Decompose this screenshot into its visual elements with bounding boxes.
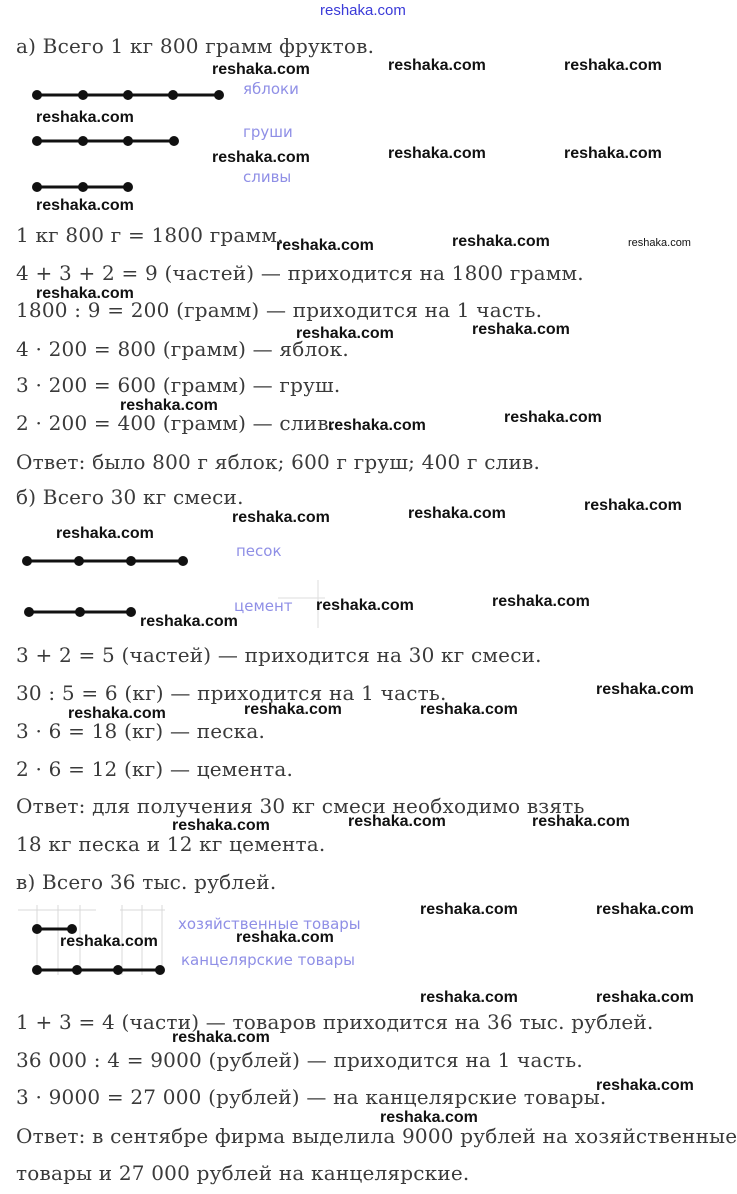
watermark: reshaka.com — [212, 149, 310, 166]
part-c-line-1: 1 + 3 = 4 (части) — товаров приходится на 36 тыс. рублей. — [16, 1010, 654, 1034]
watermark: reshaka.com — [120, 397, 218, 414]
watermark: reshaka.com — [408, 505, 506, 522]
part-c-title: в) Всего 36 тыс. рублей. — [16, 870, 277, 894]
watermark: reshaka.com — [296, 325, 394, 342]
watermark: reshaka.com — [628, 237, 691, 249]
watermark: reshaka.com — [212, 61, 310, 78]
label-plums: сливы — [243, 168, 292, 186]
watermark: reshaka.com — [420, 901, 518, 918]
watermark: reshaka.com — [504, 409, 602, 426]
watermark: reshaka.com — [328, 417, 426, 434]
part-a-line-4: 4 · 200 = 800 (грамм) — яблок. — [16, 337, 349, 361]
watermark: reshaka.com — [596, 989, 694, 1006]
watermark: reshaka.com — [388, 57, 486, 74]
watermark: reshaka.com — [596, 681, 694, 698]
part-a-line-3: 1800 : 9 = 200 (грамм) — приходится на 1 часть. — [16, 298, 543, 322]
watermark: reshaka.com — [532, 813, 630, 830]
part-b-title: б) Всего 30 кг смеси. — [16, 485, 244, 509]
watermark: reshaka.com — [316, 597, 414, 614]
watermark: reshaka.com — [596, 901, 694, 918]
watermark: reshaka.com — [232, 509, 330, 526]
label-apples: яблоки — [243, 80, 299, 98]
watermark: reshaka.com — [380, 1109, 478, 1126]
watermark: reshaka.com — [68, 705, 166, 722]
watermark: reshaka.com — [236, 929, 334, 946]
part-c-answer-1: Ответ: в сентябре фирма выделила 9000 рублей на хозяйственные — [16, 1124, 737, 1148]
label-cement: цемент — [234, 597, 293, 615]
part-a-line-1: 1 кг 800 г = 1800 грамм. — [16, 223, 284, 247]
label-stationery: канцелярские товары — [181, 951, 355, 969]
watermark: reshaka.com — [244, 701, 342, 718]
watermark: reshaka.com — [36, 285, 134, 302]
label-sand: песок — [236, 542, 282, 560]
watermark: reshaka.com — [492, 593, 590, 610]
watermark: reshaka.com — [420, 989, 518, 1006]
watermark: reshaka.com — [172, 1029, 270, 1046]
watermark: reshaka.com — [36, 109, 134, 126]
part-b-line-3: 3 · 6 = 18 (кг) — песка. — [16, 719, 266, 743]
watermark: reshaka.com — [452, 233, 550, 250]
watermark: reshaka.com — [172, 817, 270, 834]
watermark: reshaka.com — [564, 145, 662, 162]
part-a-line-5: 3 · 200 = 600 (грамм) — груш. — [16, 373, 341, 397]
watermark: reshaka.com — [564, 57, 662, 74]
watermark: reshaka.com — [36, 197, 134, 214]
watermark: reshaka.com — [276, 237, 374, 254]
part-b-line-4: 2 · 6 = 12 (кг) — цемента. — [16, 757, 294, 781]
watermark: reshaka.com — [140, 613, 238, 630]
part-b-line-2: 30 : 5 = 6 (кг) — приходится на 1 часть. — [16, 681, 447, 705]
label-household-goods: хозяйственные товары — [178, 915, 361, 933]
part-c-answer-2: товары и 27 000 рублей на канцелярские. — [16, 1161, 470, 1185]
watermark: reshaka.com — [596, 1077, 694, 1094]
watermark: reshaka.com — [388, 145, 486, 162]
part-c-line-3: 3 · 9000 = 27 000 (рублей) — на канцелярские товары. — [16, 1085, 607, 1109]
part-a-line-6: 2 · 200 = 400 (грамм) — слив. — [16, 411, 336, 435]
watermark: reshaka.com — [56, 525, 154, 542]
watermark: reshaka.com — [472, 321, 570, 338]
watermark: reshaka.com — [60, 933, 158, 950]
watermark: reshaka.com — [348, 813, 446, 830]
part-c-line-2: 36 000 : 4 = 9000 (рублей) — приходится на 1 часть. — [16, 1048, 583, 1072]
part-a-line-2: 4 + 3 + 2 = 9 (частей) — приходится на 1800 грамм. — [16, 261, 584, 285]
part-b-answer-1: Ответ: для получения 30 кг смеси необходимо взять — [16, 794, 585, 818]
part-a-title: а) Всего 1 кг 800 грамм фруктов. — [16, 34, 375, 58]
watermark: reshaka.com — [420, 701, 518, 718]
part-b-line-1: 3 + 2 = 5 (частей) — приходится на 30 кг смеси. — [16, 643, 542, 667]
part-a-answer: Ответ: было 800 г яблок; 600 г груш; 400 г слив. — [16, 450, 541, 474]
watermark: reshaka.com — [320, 2, 406, 19]
watermark: reshaka.com — [584, 497, 682, 514]
part-b-answer-2: 18 кг песка и 12 кг цемента. — [16, 832, 326, 856]
label-pears: груши — [243, 123, 293, 141]
